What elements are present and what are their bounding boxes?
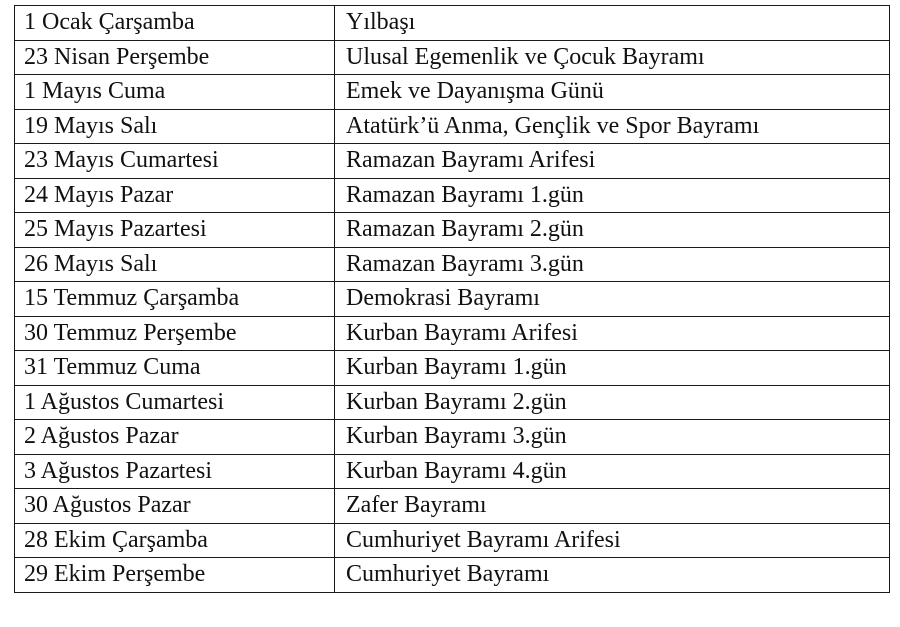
holiday-name-cell: Demokrasi Bayramı bbox=[335, 282, 890, 317]
holiday-date-cell: 30 Ağustos Pazar bbox=[15, 489, 335, 524]
holiday-date-cell: 29 Ekim Perşembe bbox=[15, 558, 335, 593]
table-row bbox=[15, 213, 890, 248]
table-row bbox=[15, 351, 890, 386]
holiday-date-cell: 1 Mayıs Cuma bbox=[15, 75, 335, 110]
holiday-date-cell: 28 Ekim Çarşamba bbox=[15, 523, 335, 558]
holiday-name-cell: Ulusal Egemenlik ve Çocuk Bayramı bbox=[335, 40, 890, 75]
table-row bbox=[15, 6, 890, 41]
holiday-name-cell: Emek ve Dayanışma Günü bbox=[335, 75, 890, 110]
holiday-date-cell: 2 Ağustos Pazar bbox=[15, 420, 335, 455]
table-row bbox=[15, 144, 890, 179]
holiday-table bbox=[14, 5, 890, 593]
table-row bbox=[15, 40, 890, 75]
table-row bbox=[15, 178, 890, 213]
holiday-date-cell: 25 Mayıs Pazartesi bbox=[15, 213, 335, 248]
holiday-date-cell: 30 Temmuz Perşembe bbox=[15, 316, 335, 351]
holiday-date-cell: 23 Nisan Perşembe bbox=[15, 40, 335, 75]
table-row bbox=[15, 247, 890, 282]
holiday-name-cell: Kurban Bayramı 1.gün bbox=[335, 351, 890, 386]
table-row bbox=[15, 454, 890, 489]
holiday-date-cell: 26 Mayıs Salı bbox=[15, 247, 335, 282]
table-row bbox=[15, 420, 890, 455]
holiday-date-cell: 23 Mayıs Cumartesi bbox=[15, 144, 335, 179]
holiday-table-body bbox=[15, 6, 890, 593]
holiday-name-cell: Yılbaşı bbox=[335, 6, 890, 41]
table-row bbox=[15, 75, 890, 110]
table-row bbox=[15, 523, 890, 558]
holiday-name-cell: Zafer Bayramı bbox=[335, 489, 890, 524]
holiday-date-cell: 15 Temmuz Çarşamba bbox=[15, 282, 335, 317]
holiday-name-cell: Kurban Bayramı 2.gün bbox=[335, 385, 890, 420]
holiday-name-cell: Cumhuriyet Bayramı Arifesi bbox=[335, 523, 890, 558]
holiday-name-cell: Ramazan Bayramı Arifesi bbox=[335, 144, 890, 179]
holiday-name-cell: Kurban Bayramı 3.gün bbox=[335, 420, 890, 455]
table-row bbox=[15, 316, 890, 351]
holiday-name-cell: Ramazan Bayramı 3.gün bbox=[335, 247, 890, 282]
holiday-name-cell: Cumhuriyet Bayramı bbox=[335, 558, 890, 593]
holiday-name-cell: Ramazan Bayramı 2.gün bbox=[335, 213, 890, 248]
holiday-name-cell: Kurban Bayramı 4.gün bbox=[335, 454, 890, 489]
holiday-date-cell: 24 Mayıs Pazar bbox=[15, 178, 335, 213]
table-row bbox=[15, 109, 890, 144]
holiday-date-cell: 31 Temmuz Cuma bbox=[15, 351, 335, 386]
table-row bbox=[15, 489, 890, 524]
table-row bbox=[15, 385, 890, 420]
holiday-name-cell: Atatürk’ü Anma, Gençlik ve Spor Bayramı bbox=[335, 109, 890, 144]
table-row bbox=[15, 558, 890, 593]
holiday-name-cell: Kurban Bayramı Arifesi bbox=[335, 316, 890, 351]
holiday-date-cell: 3 Ağustos Pazartesi bbox=[15, 454, 335, 489]
table-row bbox=[15, 282, 890, 317]
holiday-date-cell: 1 Ocak Çarşamba bbox=[15, 6, 335, 41]
holiday-date-cell: 19 Mayıs Salı bbox=[15, 109, 335, 144]
holiday-name-cell: Ramazan Bayramı 1.gün bbox=[335, 178, 890, 213]
holiday-date-cell: 1 Ağustos Cumartesi bbox=[15, 385, 335, 420]
